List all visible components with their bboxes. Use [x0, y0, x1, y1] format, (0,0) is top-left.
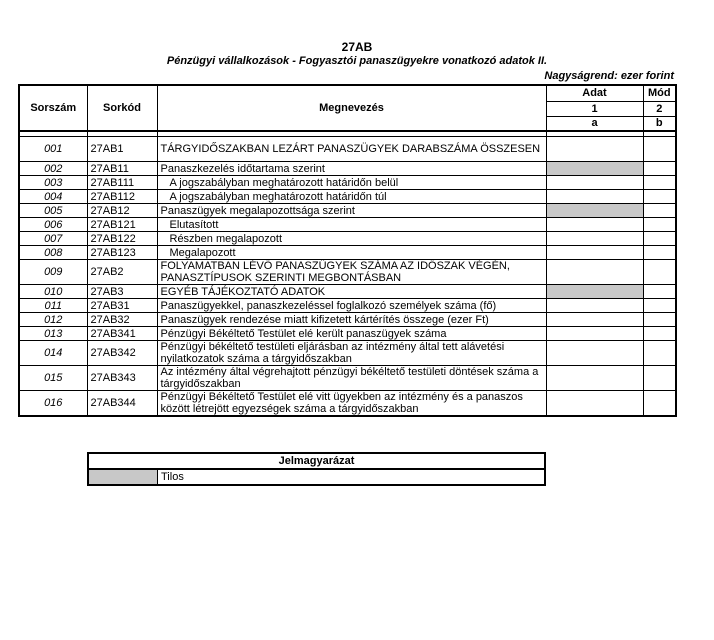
row-sorkod: 27AB341 — [87, 327, 157, 341]
row-sorkod: 27AB1 — [87, 137, 157, 162]
table-row — [19, 190, 676, 204]
row-adat-cell — [546, 204, 643, 218]
row-mod-cell — [643, 366, 676, 391]
table-row — [19, 162, 676, 176]
row-mod-cell — [643, 218, 676, 232]
row-sorszam: 001 — [19, 137, 87, 162]
row-megnevezes: Pénzügyi békéltető testületi eljárásban az intézmény által tett alávetési nyilatkozatok száma a tárgyidőszakban — [157, 341, 546, 366]
row-sorszam: 011 — [19, 299, 87, 313]
row-sorszam: 008 — [19, 246, 87, 260]
row-mod-cell — [643, 246, 676, 260]
row-sorkod: 27AB11 — [87, 162, 157, 176]
row-mod-cell — [643, 285, 676, 299]
header-adat: Adat — [546, 85, 643, 101]
row-sorszam: 007 — [19, 232, 87, 246]
row-sorszam: 014 — [19, 341, 87, 366]
row-adat-cell — [546, 232, 643, 246]
table-row — [19, 204, 676, 218]
row-megnevezes: A jogszabályban meghatározott határidőn belül — [157, 176, 546, 190]
row-sorkod: 27AB12 — [87, 204, 157, 218]
row-megnevezes: Panaszügyek megalapozottsága szerint — [157, 204, 546, 218]
row-sorkod: 27AB343 — [87, 366, 157, 391]
row-adat-cell — [546, 341, 643, 366]
row-adat-cell — [546, 218, 643, 232]
row-mod-cell — [643, 232, 676, 246]
table-row — [19, 366, 676, 391]
row-mod-cell — [643, 391, 676, 417]
row-sorkod: 27AB2 — [87, 260, 157, 285]
header-adat-number: 1 — [546, 101, 643, 116]
table-row — [19, 232, 676, 246]
table-row — [19, 327, 676, 341]
row-sorkod: 27AB121 — [87, 218, 157, 232]
table-row — [19, 246, 676, 260]
table-row — [19, 218, 676, 232]
row-megnevezes: Elutasított — [157, 218, 546, 232]
row-mod-cell — [643, 137, 676, 162]
row-sorszam: 015 — [19, 366, 87, 391]
row-megnevezes: EGYÉB TÁJÉKOZTATÓ ADATOK — [157, 285, 546, 299]
row-sorkod: 27AB112 — [87, 190, 157, 204]
row-megnevezes: Az intézmény által végrehajtott pénzügyi békéltető testületi döntések száma a tárgyidőszakban — [157, 366, 546, 391]
table-row — [19, 260, 676, 285]
row-mod-cell — [643, 162, 676, 176]
row-adat-cell — [546, 313, 643, 327]
row-megnevezes: Panaszügyek rendezése miatt kifizetett kártérítés összege (ezer Ft) — [157, 313, 546, 327]
row-sorszam: 003 — [19, 176, 87, 190]
row-mod-cell — [643, 260, 676, 285]
legend-swatch — [88, 469, 158, 485]
row-megnevezes: TÁRGYIDŐSZAKBAN LEZÁRT PANASZÜGYEK DARABSZÁMA ÖSSZESEN — [157, 137, 546, 162]
row-sorkod: 27AB122 — [87, 232, 157, 246]
table-row — [19, 313, 676, 327]
row-mod-cell — [643, 176, 676, 190]
row-sorkod: 27AB342 — [87, 341, 157, 366]
row-sorszam: 016 — [19, 391, 87, 417]
row-sorkod: 27AB123 — [87, 246, 157, 260]
table-row — [19, 299, 676, 313]
row-megnevezes: Megalapozott — [157, 246, 546, 260]
legend-label: Tilos — [158, 469, 546, 485]
form-code: 27AB — [341, 40, 373, 54]
table-row — [19, 391, 676, 417]
row-megnevezes: Pénzügyi Békéltető Testület elé került panaszügyek száma — [157, 327, 546, 341]
row-megnevezes: A jogszabályban meghatározott határidőn túl — [157, 190, 546, 204]
header-megnevezes: Megnevezés — [157, 85, 546, 131]
row-megnevezes: Részben megalapozott — [157, 232, 546, 246]
data-table — [18, 84, 677, 417]
row-megnevezes: Panaszkezelés időtartama szerint — [157, 162, 546, 176]
row-adat-cell — [546, 327, 643, 341]
row-mod-cell — [643, 204, 676, 218]
row-megnevezes: FOLYAMATBAN LÉVŐ PANASZÜGYEK SZÁMA AZ IDŐSZAK VÉGÉN, PANASZTÍPUSOK SZERINTI MEGBONTÁSBAN — [157, 260, 546, 285]
header-mod-number: 2 — [643, 101, 676, 116]
row-mod-cell — [643, 313, 676, 327]
row-sorszam: 009 — [19, 260, 87, 285]
row-adat-cell — [546, 260, 643, 285]
form-title: Pénzügyi vállalkozások - Fogyasztói panaszügyekre vonatkozó adatok II. — [166, 55, 548, 67]
header-sorszam: Sorszám — [19, 85, 87, 131]
header-mod-letter: b — [643, 116, 676, 131]
row-adat-cell — [546, 246, 643, 260]
row-sorkod: 27AB31 — [87, 299, 157, 313]
row-adat-cell — [546, 299, 643, 313]
row-sorszam: 013 — [19, 327, 87, 341]
header-sorkod: Sorkód — [87, 85, 157, 131]
row-sorszam: 004 — [19, 190, 87, 204]
table-row — [19, 176, 676, 190]
table-body — [19, 137, 676, 417]
row-sorkod: 27AB344 — [87, 391, 157, 417]
row-mod-cell — [643, 327, 676, 341]
row-mod-cell — [643, 190, 676, 204]
row-sorkod: 27AB3 — [87, 285, 157, 299]
row-sorszam: 012 — [19, 313, 87, 327]
unit-label: Nagyságrend: ezer forint — [544, 70, 674, 82]
header-adat-letter: a — [546, 116, 643, 131]
row-adat-cell — [546, 285, 643, 299]
row-adat-cell — [546, 137, 643, 162]
row-sorszam: 006 — [19, 218, 87, 232]
table-row — [19, 137, 676, 162]
table-row — [19, 341, 676, 366]
row-adat-cell — [546, 176, 643, 190]
row-mod-cell — [643, 341, 676, 366]
legend-title: Jelmagyarázat — [88, 453, 545, 469]
row-mod-cell — [643, 299, 676, 313]
row-adat-cell — [546, 391, 643, 417]
row-sorszam: 002 — [19, 162, 87, 176]
row-megnevezes: Pénzügyi Békéltető Testület elé vitt ügyekben az intézmény és a panaszos között létrejött egyezségek száma a tárgyidőszakban — [157, 391, 546, 417]
table-row — [19, 285, 676, 299]
row-megnevezes: Panaszügyekkel, panaszkezeléssel foglalkozó személyek száma (fő) — [157, 299, 546, 313]
row-adat-cell — [546, 162, 643, 176]
row-adat-cell — [546, 366, 643, 391]
row-sorkod: 27AB32 — [87, 313, 157, 327]
header-mod: Mód — [643, 85, 676, 101]
row-sorszam: 005 — [19, 204, 87, 218]
row-adat-cell — [546, 190, 643, 204]
row-sorkod: 27AB111 — [87, 176, 157, 190]
row-sorszam: 010 — [19, 285, 87, 299]
legend-table — [87, 452, 546, 486]
